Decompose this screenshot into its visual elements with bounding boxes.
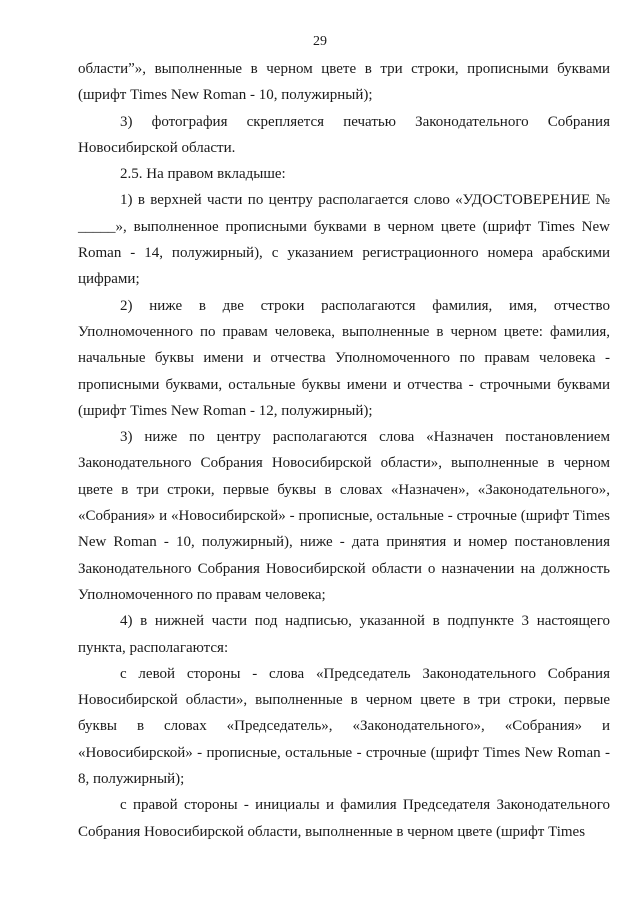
section-heading-2-5: 2.5. На правом вкладыше:	[120, 166, 286, 183]
page-number: 29	[313, 34, 327, 49]
paragraph-item-3: 3) ниже по центру располагаются слова «Назначен постановлением Законодательного Собрания Новосибирской области», выполненные в черном цвете в три строки, первые буквы в словах «Назначен», «Законодательного», «Собрания» и «Новосибирской» - прописные, остальные - строчные (шрифт Times New Roman - 10, полужирный), ниже - дата принятия и номер постановления Законодательного Собрания Новосибирской области о назначении на должность Уполномоченного по правам человека;	[78, 429, 610, 603]
document-body	[78, 56, 610, 845]
paragraph-item-2: 2) ниже в две строки располагаются фамилия, имя, отчество Уполномоченного по правам человека, выполненные в черном цвете: фамилия, начальные буквы имени и отчества Уполномоченного по правам человека - прописными буквами, остальные буквы имени и отчества - строчными буквами (шрифт Times New Roman - 12, полужирный);	[78, 297, 610, 419]
paragraph-item-4: 4) в нижней части под надписью, указанной в подпункте 3 настоящего пункта, располагаются:	[78, 613, 610, 656]
paragraph-item-3-photo: 3) фотография скрепляется печатью Законодательного Собрания Новосибирской области.	[78, 113, 610, 156]
paragraph-left-side: с левой стороны - слова «Председатель Законодательного Собрания Новосибирской области», выполненные в черном цвете в три строки, первые буквы в словах «Председатель», «Законодательного», «Собрания» и «Новосибирской» - прописные, остальные - строчные (шрифт Times New Roman - 8, полужирный);	[78, 665, 610, 788]
paragraph-right-side: с правой стороны - инициалы и фамилия Председателя Законодательного Собрания Новосибирской области, выполненные в черном цвете (шрифт Times	[78, 797, 610, 840]
paragraph-item-1: 1) в верхней части по центру располагается слово «УДОСТОВЕРЕНИЕ № _____», выполненное прописными буквами в черном цвете (шрифт Times New Roman - 14, полужирный), с указанием регистрационного номера арабскими цифрами;	[78, 192, 610, 288]
paragraph-continuation: областиˮ», выполненные в черном цвете в три строки, прописными буквами (шрифт Times New Roman - 10, полужирный);	[78, 61, 610, 104]
